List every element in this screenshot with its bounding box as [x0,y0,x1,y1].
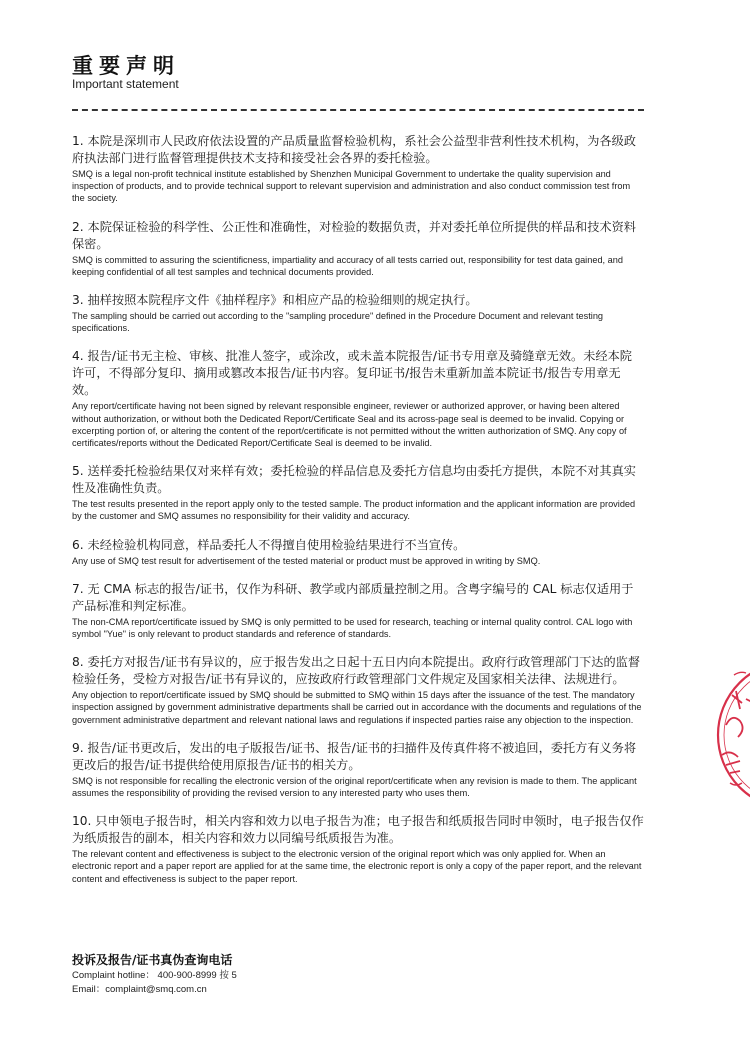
complaint-section [72,952,644,997]
statement-cn: 8. 委托方对报告/证书有异议的，应于报告发出之日起十五日内向本院提出。政府行政管理部门下达的监督检验任务，受检方对报告/证书有异议的，应按政府行政管理部门文件规定及国家相关法律、法规进行。 [72,655,641,687]
statement-cn: 10. 只申领电子报告时，相关内容和效力以电子报告为准；电子报告和纸质报告同时申领时，电子报告仅作为纸质报告的副本，相关内容和效力以同编号纸质报告为准。 [72,814,644,846]
official-seal-stamp [712,655,750,815]
statement-item-5 [72,463,644,522]
header-divider [72,109,644,111]
statement-en: The relevant content and effectiveness is subject to the electronic version of the original report which was only applied for. When an electronic report and a paper report are applied for at the same time, the electronic report is only a copy of the paper report, and the relevant content and effectiveness is subject to the paper report. [72,849,642,884]
statement-cn: 7. 无 CMA 标志的报告/证书，仅作为科研、教学或内部质量控制之用。含粤字编号的 CAL 标志仅适用于产品标准和判定标准。 [72,581,634,613]
seal-graphic [712,655,750,815]
statement-cn: 6. 未经检验机构同意，样品委托人不得擅自使用检验结果进行不当宣传。 [72,537,466,552]
statement-list [72,133,644,899]
statement-en: Any objection to report/certificate issued by SMQ should be submitted to SMQ within 15 days after the issuance of the test. The mandatory inspection assigned by government administrative departments shall be carried out in accordance with the documents and regulations of the government administrative department and relevant national laws and regulations if inspected parties raise any objection to the inspection. [72,690,642,725]
statement-cn: 3. 抽样按照本院程序文件《抽样程序》和相应产品的检验细则的规定执行。 [72,293,478,308]
statement-cn: 4. 报告/证书无主检、审核、批准人签字，或涂改，或未盖本院报告/证书专用章及骑缝章无效。未经本院许可，不得部分复印、摘用或篡改本报告/证书内容。复印证书/报告未重新加盖本院证书/报告专用章无效。 [72,349,632,398]
page-title: 重要声明 [72,54,180,78]
complaint-hotline: Complaint hotline： 400-900-8999 按 5 [72,970,237,981]
statement-cn: 1. 本院是深圳市人民政府依法设置的产品质量监督检验机构，系社会公益型非营利性技术机构，为各级政府执法部门进行监督管理提供技术支持和接受社会各界的委托检验。 [72,134,636,165]
statement-en: Any use of SMQ test result for advertisement of the tested material or product must be approved in writing by SMQ. [72,555,541,566]
statement-item-2 [72,219,644,278]
statement-item-4 [72,348,644,449]
statement-cn: 9. 报告/证书更改后，发出的电子版报告/证书、报告/证书的扫描件及传真件将不被追回，委托方有义务将更改后的报告/证书提供给使用原报告/证书的相关方。 [72,740,637,772]
statement-item-6 [72,537,644,567]
complaint-heading: 投诉及报告/证书真伪查询电话 [72,953,233,967]
statement-en: The non-CMA report/certificate issued by SMQ is only permitted to be used for research, teaching or internal quality control. CAL logo with symbol "Yue" is only relevant to product standards and reference of standards. [72,616,633,640]
statement-item-7 [72,581,644,640]
statement-en: SMQ is committed to assuring the scientificness, impartiality and accuracy of all tests carried out, responsibility for test data gained, and keeping confidential of all test samples and technical documents provided. [72,254,623,277]
statement-cn: 5. 送样委托检验结果仅对来样有效；委托检验的样品信息及委托方信息均由委托方提供，本院不对其真实性及准确性负责。 [72,464,636,496]
statement-item-8 [72,654,644,726]
statement-en: SMQ is not responsible for recalling the electronic version of the original report/certificate when any revision is made to them. The applicant assumes the responsibility of providing the revised version to any interested party who uses them. [72,775,637,799]
statement-en: The test results presented in the report apply only to the tested sample. The product information and the applicant information are provided by the customer and SMQ assumes no responsibility for their validity and accuracy. [72,499,636,522]
statement-item-1 [72,133,644,205]
statement-cn: 2. 本院保证检验的科学性、公正性和准确性，对检验的数据负责，并对委托单位所提供的样品和技术资料保密。 [72,219,636,251]
statement-en: SMQ is a legal non-profit technical institute established by Shenzhen Municipal Government to undertake the quality supervision and inspection of products, and to provide technical support to relevant supervision and administration and also conduct commission test from the society. [72,169,631,204]
page-subtitle: Important statement [72,77,179,91]
complaint-email[interactable]: Email：complaint@smq.com.cn [72,984,207,995]
statement-en: The sampling should be carried out according to the "sampling procedure" defined in the Procedure Document and relevant testing specifications. [72,311,604,334]
statement-item-9 [72,740,644,799]
statement-en: Any report/certificate having not been signed by relevant responsible engineer, reviewer or authorized approver, or having been altered without authorization, or without both the Dedicated Report/Certificate Seal and its across-page seal is deemed to be invalid. Copying or excerpting portion of, or altering the content of the report/certificate is not permitted without the written authorization of SMQ. Any copy of certificates/reports without the Dedicated Report/Certificate Seal is deemed to be invalid. [72,401,627,449]
statement-item-3 [72,292,644,334]
statement-item-10 [72,813,644,885]
